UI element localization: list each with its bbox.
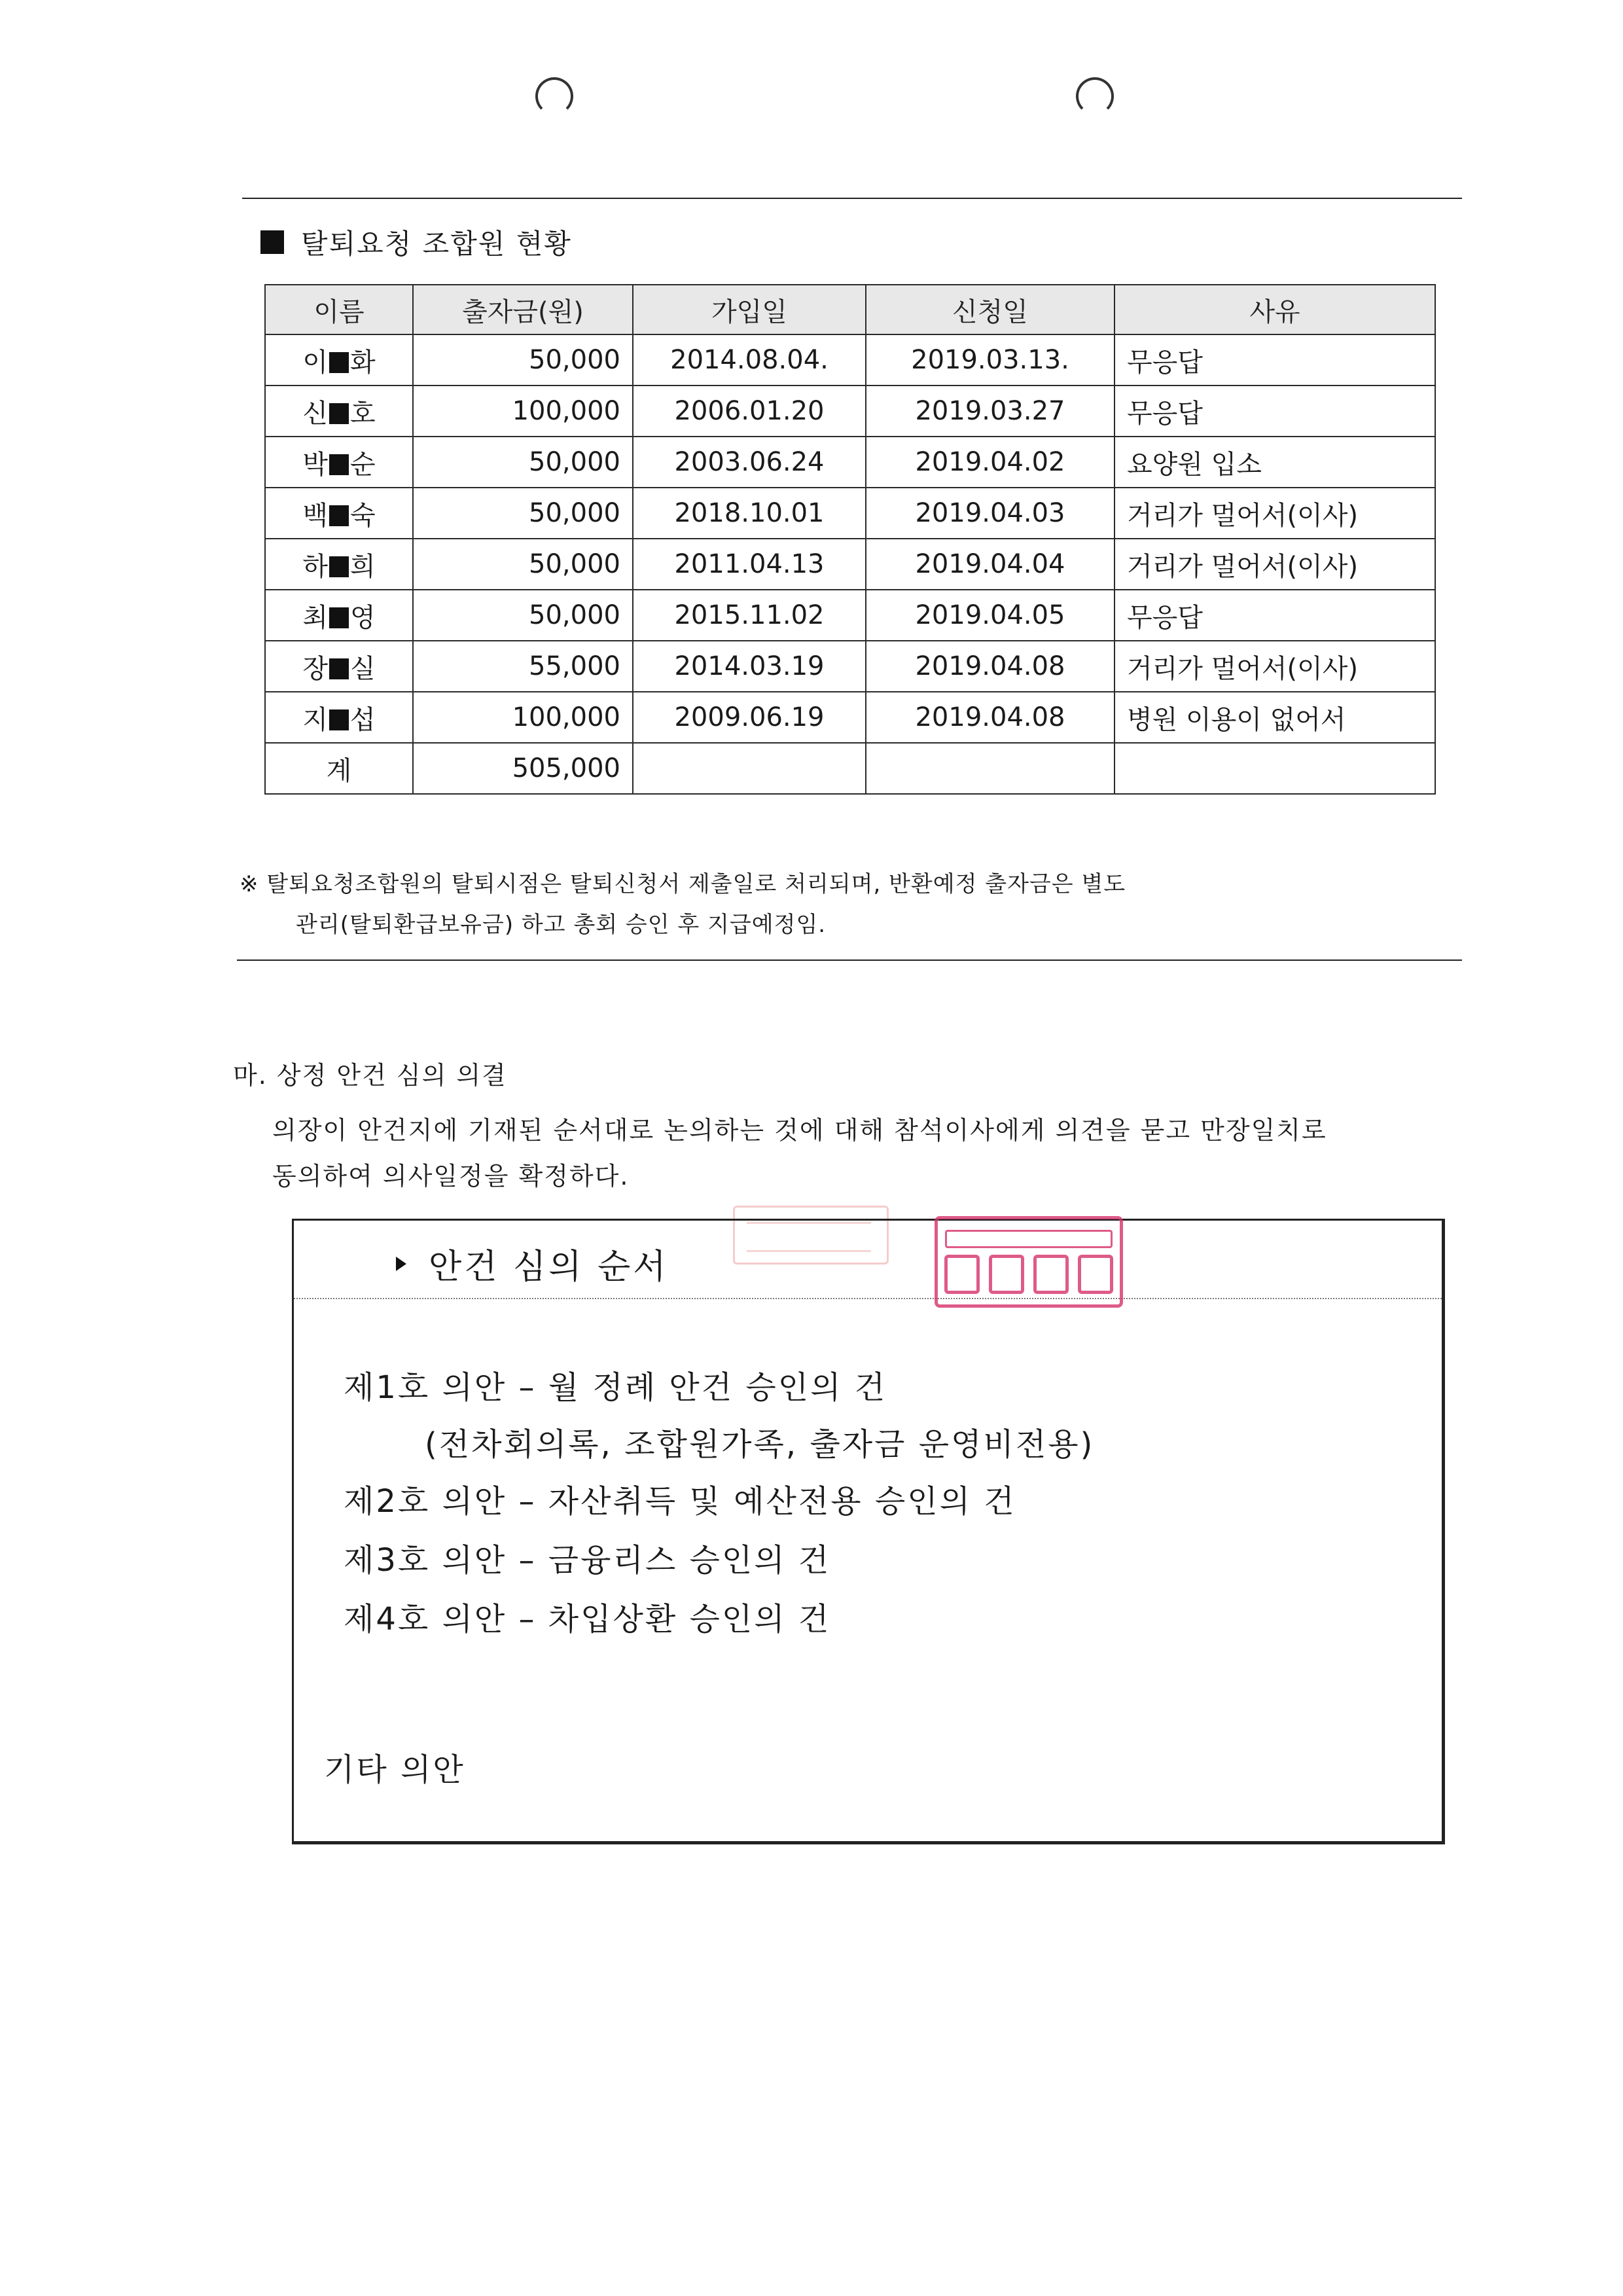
amount-cell: 50,000: [413, 590, 633, 641]
total-amount-cell: 505,000: [413, 743, 633, 794]
table-row: [265, 641, 1435, 692]
section-title-text: 탈퇴요청 조합원 현황: [301, 228, 572, 260]
note-line-1: ※ 탈퇴요청조합원의 탈퇴시점은 탈퇴신청서 제출일로 처리되며, 반환예정 출자금은 별도: [240, 871, 1126, 897]
request-date-cell: 2019.04.03: [866, 488, 1115, 539]
triangle-bullet-icon: [396, 1257, 406, 1271]
empty-cell: [1115, 743, 1435, 794]
table-row: [265, 692, 1435, 743]
name-cell: 하 희: [265, 539, 413, 590]
table-row: [265, 539, 1435, 590]
resolution-line-2: 동의하여 의사일정을 확정하다.: [272, 1162, 630, 1191]
name-cell: 최 영: [265, 590, 413, 641]
amount-cell: 50,000: [413, 437, 633, 488]
agenda-item-3: 제3호 의안 – 금융리스 승인의 건: [344, 1542, 831, 1579]
redaction-block: [329, 403, 349, 424]
top-rule: [242, 198, 1462, 199]
redaction-block: [329, 658, 349, 679]
join-date-cell: 2014.03.19: [633, 641, 866, 692]
resolution-line-1: 의장이 안건지에 기재된 순서대로 논의하는 것에 대해 참석이사에게 의견을 묻고 만장일치로: [272, 1116, 1327, 1145]
name-cell: 장 실: [265, 641, 413, 692]
request-date-cell: 2019.04.02: [866, 437, 1115, 488]
red-seal-stamp: [935, 1216, 1123, 1308]
seal-glyph: [1078, 1255, 1113, 1294]
withdrawal-note: [240, 864, 1126, 945]
reason-cell: 무응답: [1115, 386, 1435, 437]
agenda-item-1-detail: (전차회의록, 조합원가족, 출자금 운영비전용): [425, 1426, 1095, 1463]
header-amount: 출자금(원): [413, 285, 633, 334]
header-request-date: 신청일: [866, 285, 1115, 334]
join-date-cell: 2009.06.19: [633, 692, 866, 743]
table-row: [265, 488, 1435, 539]
name-cell: 신 호: [265, 386, 413, 437]
join-date-cell: 2006.01.20: [633, 386, 866, 437]
amount-cell: 50,000: [413, 488, 633, 539]
table-row: [265, 437, 1435, 488]
agenda-item-1: 제1호 의안 – 월 정례 안건 승인의 건: [344, 1369, 887, 1406]
join-date-cell: 2018.10.01: [633, 488, 866, 539]
header-join-date: 가입일: [633, 285, 866, 334]
note-line-2: 관리(탈퇴환급보유금) 하고 총회 승인 후 지급예정임.: [296, 912, 827, 938]
section-title: [260, 223, 572, 262]
agenda-title-text: 안건 심의 순서: [429, 1247, 669, 1287]
agenda-header: [294, 1221, 1442, 1299]
agenda-item-2: 제2호 의안 – 자산취득 및 예산전용 승인의 건: [344, 1483, 1016, 1520]
redaction-block: [329, 607, 349, 628]
redaction-block: [329, 505, 349, 526]
seal-glyphs: [944, 1255, 1113, 1294]
request-date-cell: 2019.03.27: [866, 386, 1115, 437]
request-date-cell: 2019.04.05: [866, 590, 1115, 641]
square-bullet-icon: [260, 230, 284, 254]
amount-cell: 55,000: [413, 641, 633, 692]
redaction-block: [329, 709, 349, 730]
agenda-box: [292, 1219, 1445, 1844]
seal-glyph: [989, 1255, 1024, 1294]
name-cell: 백 숙: [265, 488, 413, 539]
join-date-cell: 2011.04.13: [633, 539, 866, 590]
name-cell: 지 섭: [265, 692, 413, 743]
agenda-title: [396, 1239, 668, 1288]
name-cell: 이 화: [265, 334, 413, 386]
note-rule: [237, 960, 1462, 961]
header-name: 이름: [265, 285, 413, 334]
redaction-block: [329, 556, 349, 577]
table-header-row: [265, 285, 1435, 334]
amount-cell: 50,000: [413, 334, 633, 386]
reason-cell: 요양원 입소: [1115, 437, 1435, 488]
agenda-other: 기타 의안: [324, 1751, 465, 1788]
join-date-cell: 2003.06.24: [633, 437, 866, 488]
reason-cell: 무응답: [1115, 590, 1435, 641]
join-date-cell: 2015.11.02: [633, 590, 866, 641]
reason-cell: 거리가 멀어서(이사): [1115, 488, 1435, 539]
header-reason: 사유: [1115, 285, 1435, 334]
agenda-item-4: 제4호 의안 – 차입상환 승인의 건: [344, 1601, 831, 1638]
empty-cell: [866, 743, 1115, 794]
seal-glyph: [1033, 1255, 1069, 1294]
request-date-cell: 2019.03.13.: [866, 334, 1115, 386]
table-row: [265, 590, 1435, 641]
join-date-cell: 2014.08.04.: [633, 334, 866, 386]
total-label-cell: 계: [265, 743, 413, 794]
punch-hole-right: [1076, 77, 1114, 115]
table-row: [265, 334, 1435, 386]
amount-cell: 100,000: [413, 692, 633, 743]
amount-cell: 100,000: [413, 386, 633, 437]
table-row: [265, 386, 1435, 437]
reason-cell: 거리가 멀어서(이사): [1115, 641, 1435, 692]
withdrawal-members-table: [264, 284, 1436, 795]
reason-cell: 병원 이용이 없어서: [1115, 692, 1435, 743]
seal-glyph: [944, 1255, 980, 1294]
request-date-cell: 2019.04.08: [866, 641, 1115, 692]
amount-cell: 50,000: [413, 539, 633, 590]
agenda-items: [344, 1358, 1094, 1649]
name-cell: 박 순: [265, 437, 413, 488]
reason-cell: 거리가 멀어서(이사): [1115, 539, 1435, 590]
request-date-cell: 2019.04.08: [866, 692, 1115, 743]
punch-hole-left: [535, 77, 573, 115]
seal-top-band: [945, 1230, 1113, 1248]
redaction-block: [329, 352, 349, 373]
redaction-block: [329, 454, 349, 475]
request-date-cell: 2019.04.04: [866, 539, 1115, 590]
reason-cell: 무응답: [1115, 334, 1435, 386]
table-total-row: [265, 743, 1435, 794]
resolution-heading: 마. 상정 안건 심의 의결: [233, 1061, 507, 1090]
resolution-paragraph: [272, 1107, 1450, 1199]
empty-cell: [633, 743, 866, 794]
